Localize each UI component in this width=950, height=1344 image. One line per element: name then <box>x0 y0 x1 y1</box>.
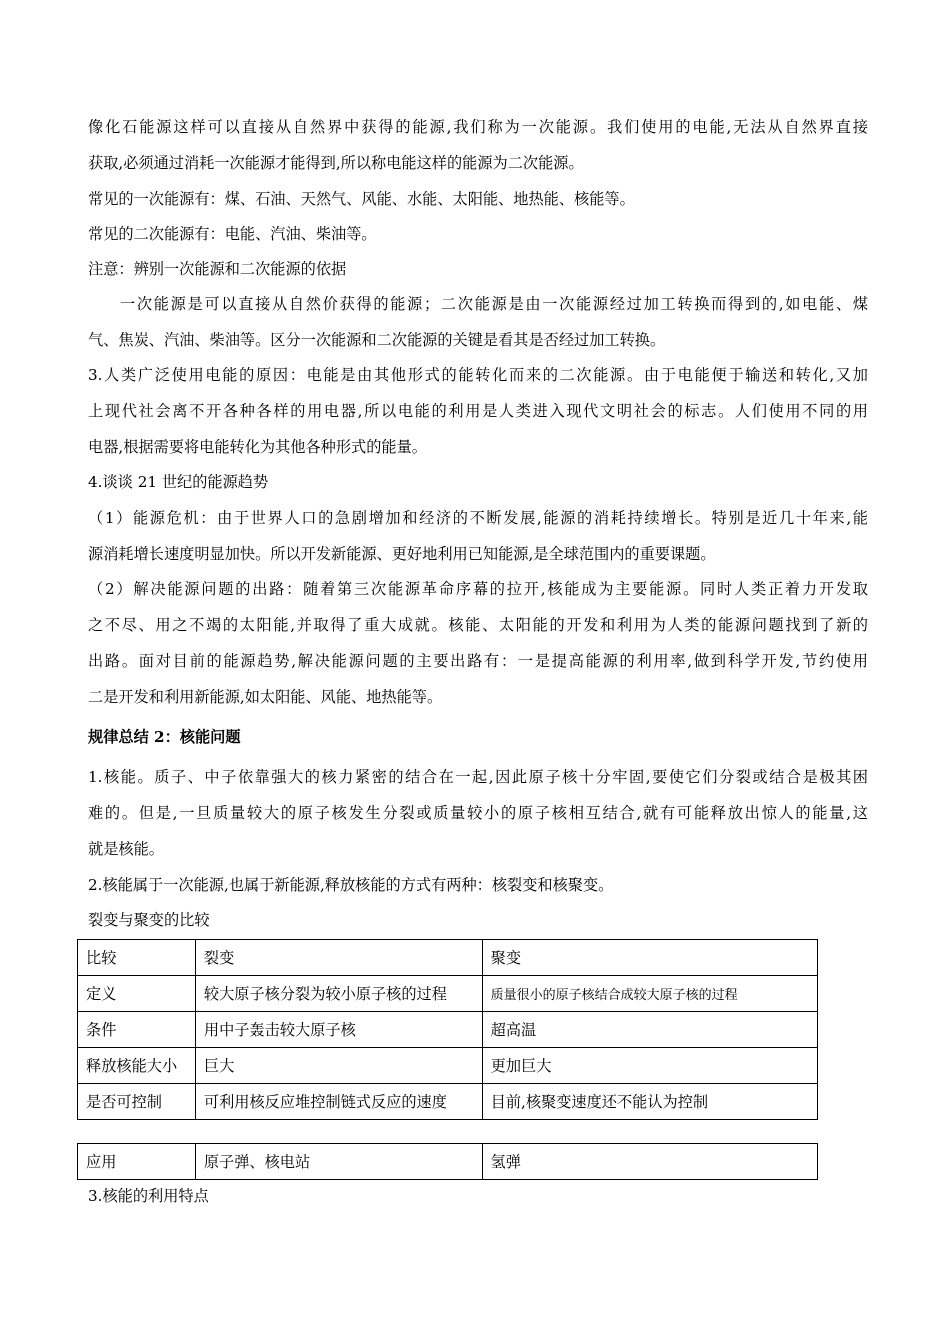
table-cell: 聚变 <box>482 940 817 976</box>
table-row <box>78 940 818 976</box>
paragraph-line: 气、焦炭、汽油、柴油等。区分一次能源和二次能源的关键是看其是否经过加工转换。 <box>88 331 666 349</box>
table-cell: 裂变 <box>195 940 482 976</box>
table-cell: 目前,核聚变速度还不能认为控制 <box>482 1084 817 1120</box>
table-caption: 裂变与聚变的比较 <box>88 911 210 929</box>
table-row <box>78 976 818 1012</box>
table-row <box>78 1144 818 1180</box>
table-cell: 比较 <box>78 940 196 976</box>
table-row <box>78 1084 818 1120</box>
summary-heading: 规律总结 2：核能问题 <box>88 728 241 746</box>
table-cell: 用中子轰击较大原子核 <box>195 1012 482 1048</box>
paragraph-line: 就是核能。 <box>88 840 164 858</box>
table-cell: 超高温 <box>482 1012 817 1048</box>
paragraph-line: 之不尽、用之不竭的太阳能,并取得了重大成就。核能、太阳能的开发和利用为人类的能源问题找到了新的 <box>88 616 868 634</box>
table-cell: 氢弹 <box>482 1144 817 1180</box>
paragraph-line: 1.核能。质子、中子依靠强大的核力紧密的结合在一起,因此原子核十分牢固,要使它们分裂或结合是极其困 <box>88 768 868 786</box>
table-cell: 更加巨大 <box>482 1048 817 1084</box>
table-cell: 定义 <box>78 976 196 1012</box>
paragraph-line: 常见的二次能源有：电能、汽油、柴油等。 <box>88 225 377 243</box>
table-cell: 质量很小的原子核结合成较大原子核的过程 <box>482 976 817 1012</box>
table-cell: 可利用核反应堆控制链式反应的速度 <box>195 1084 482 1120</box>
paragraph-line: 一次能源是可以直接从自然价获得的能源；二次能源是由一次能源经过加工转换而得到的,如电能、煤 <box>120 295 868 313</box>
table-cell: 应用 <box>78 1144 196 1180</box>
paragraph-line: （1）能源危机：由于世界人口的急剧增加和经济的不断发展,能源的消耗持续增长。特别是近几十年来,能 <box>88 509 868 527</box>
paragraph-line: 获取,必须通过消耗一次能源才能得到,所以称电能这样的能源为二次能源。 <box>88 154 584 172</box>
paragraph-line: 源消耗增长速度明显加快。所以开发新能源、更好地利用已知能源,是全球范围内的重要课题。 <box>88 545 716 563</box>
paragraph-line: 难的。但是,一旦质量较大的原子核发生分裂或质量较小的原子核相互结合,就有可能释放出惊人的能量,这 <box>88 804 868 822</box>
paragraph-line: （2）解决能源问题的出路：随着第三次能源革命序幕的拉开,核能成为主要能源。同时人类正着力开发取 <box>88 580 868 598</box>
table-cell: 原子弹、核电站 <box>195 1144 482 1180</box>
paragraph-line: 3.人类广泛使用电能的原因：电能是由其他形式的能转化而来的二次能源。由于电能便于输送和转化,又加 <box>88 366 868 384</box>
paragraph-line: 像化石能源这样可以直接从自然界中获得的能源,我们称为一次能源。我们使用的电能,无法从自然界直接 <box>88 118 868 136</box>
paragraph-line: 上现代社会离不开各种各样的用电器,所以电能的利用是人类进入现代文明社会的标志。人们使用不同的用 <box>88 402 868 420</box>
comparison-table <box>77 939 818 1120</box>
table-row <box>78 1048 818 1084</box>
table-cell: 是否可控制 <box>78 1084 196 1120</box>
table-row <box>78 1012 818 1048</box>
comparison-table-continued <box>77 1143 818 1180</box>
note-heading: 注意：辨别一次能源和二次能源的依据 <box>88 260 347 278</box>
paragraph-line: 电器,根据需要将电能转化为其他各种形式的能量。 <box>88 438 427 456</box>
section-heading: 4.谈谈 21 世纪的能源趋势 <box>88 473 269 491</box>
table-cell: 巨大 <box>195 1048 482 1084</box>
table-cell: 条件 <box>78 1012 196 1048</box>
table-cell: 较大原子核分裂为较小原子核的过程 <box>195 976 482 1012</box>
table-cell: 释放核能大小 <box>78 1048 196 1084</box>
paragraph-line: 2.核能属于一次能源,也属于新能源,释放核能的方式有两种：核裂变和核聚变。 <box>88 876 614 894</box>
paragraph-line: 3.核能的利用特点 <box>88 1187 209 1205</box>
paragraph-line: 出路。面对目前的能源趋势,解决能源问题的主要出路有：一是提高能源的利用率,做到科学开发,节约使用 <box>88 652 868 670</box>
paragraph-line: 二是开发和利用新能源,如太阳能、风能、地热能等。 <box>88 688 443 706</box>
paragraph-line: 常见的一次能源有：煤、石油、天然气、风能、水能、太阳能、地热能、核能等。 <box>88 190 635 208</box>
